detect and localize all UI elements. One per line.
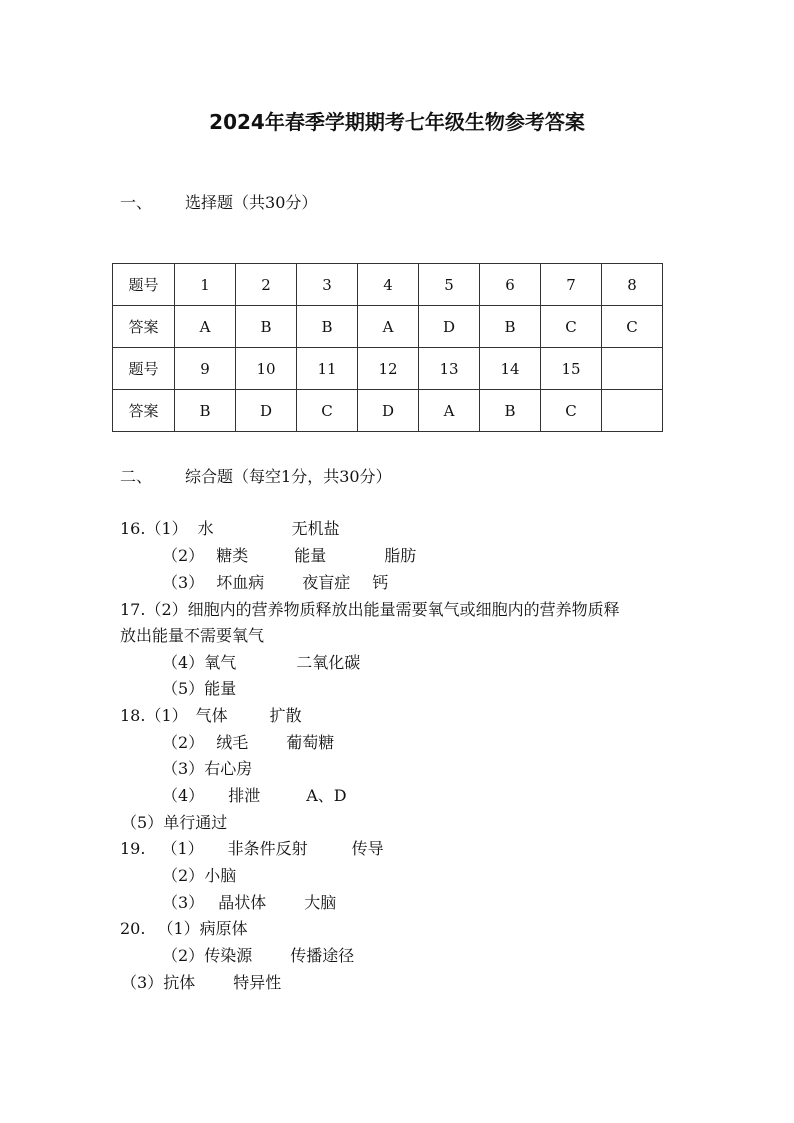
sub-question-label: （5） — [121, 813, 164, 832]
answer-line-17-2 — [162, 650, 360, 673]
table-cell: B — [175, 390, 236, 432]
answer-text: A、D — [306, 786, 347, 805]
answer-text: 传播途径 — [290, 946, 355, 965]
answer-text: 能量 — [204, 679, 237, 698]
answer-line-20-2 — [162, 943, 354, 966]
table-cell: 7 — [541, 264, 602, 306]
section-number: 二、 — [120, 467, 153, 486]
table-cell: 12 — [358, 348, 419, 390]
answer-text: 脂肪 — [384, 546, 417, 565]
table-row — [113, 390, 663, 432]
table-cell: C — [297, 390, 358, 432]
answer-text: 传导 — [351, 839, 384, 858]
sub-question-label: （1） — [157, 919, 200, 938]
table-cell: B — [480, 306, 541, 348]
table-cell: A — [358, 306, 419, 348]
table-header-cell: 题号 — [113, 348, 175, 390]
answer-line-18-4 — [162, 783, 347, 806]
answer-text: 抗体 — [163, 973, 196, 992]
answer-line-17-1b: 放出能量不需要氧气 — [120, 626, 265, 645]
table-cell: D — [358, 390, 419, 432]
answer-text: 二氧化碳 — [296, 653, 361, 672]
answer-text: 小脑 — [204, 866, 237, 885]
answer-text: 水 — [197, 519, 214, 538]
question-number: 17. — [120, 600, 146, 619]
section-title: 综合题（每空1分，共30分） — [185, 467, 392, 486]
answer-text: 钙 — [372, 573, 389, 592]
question-number: 18. — [120, 706, 146, 725]
table-cell: 13 — [419, 348, 480, 390]
table-cell: 14 — [480, 348, 541, 390]
answer-text: 能量 — [294, 546, 327, 565]
table-cell — [602, 390, 663, 432]
table-cell: B — [480, 390, 541, 432]
table-cell: 1 — [175, 264, 236, 306]
answer-line-18-1 — [120, 703, 302, 726]
answer-line-18-5 — [121, 810, 227, 833]
sub-question-label: （5） — [162, 679, 205, 698]
sub-question-label: （3） — [121, 973, 164, 992]
answer-line-18-3 — [162, 756, 252, 779]
answer-text: 葡萄糖 — [286, 733, 335, 752]
sub-question-label: （2） — [162, 733, 205, 752]
sub-question-label: （4） — [162, 786, 205, 805]
table-cell: 15 — [541, 348, 602, 390]
answer-line-16-3 — [162, 570, 388, 593]
answer-line-16-2 — [162, 543, 416, 566]
table-header-cell: 题号 — [113, 264, 175, 306]
table-row — [113, 306, 663, 348]
answer-table — [112, 263, 663, 432]
answer-line-19-2 — [162, 863, 236, 886]
answer-text: 非条件反射 — [227, 839, 308, 858]
answer-line-17-3 — [162, 676, 236, 699]
sub-question-label: （1） — [145, 706, 188, 725]
table-cell: D — [236, 390, 297, 432]
table-header-cell: 答案 — [113, 390, 175, 432]
page-title: 2024年春季学期期考七年级生物参考答案 — [209, 110, 585, 134]
answer-line-18-2 — [162, 730, 334, 753]
table-cell: C — [541, 390, 602, 432]
answer-text: 病原体 — [199, 919, 248, 938]
table-cell: 4 — [358, 264, 419, 306]
answer-line-17-1 — [120, 597, 620, 620]
answer-text: 氧气 — [204, 653, 237, 672]
table-cell — [602, 348, 663, 390]
table-cell: 10 — [236, 348, 297, 390]
section-synthesis-heading — [120, 464, 392, 487]
table-cell: 2 — [236, 264, 297, 306]
sub-question-label: （2） — [162, 946, 205, 965]
answer-text: 气体 — [195, 706, 228, 725]
answer-text: 单行通过 — [163, 813, 228, 832]
table-header-cell: 答案 — [113, 306, 175, 348]
question-number: 16. — [120, 519, 146, 538]
table-cell: C — [541, 306, 602, 348]
sub-question-label: （3） — [162, 573, 205, 592]
table-cell: 11 — [297, 348, 358, 390]
answer-text: 传染源 — [204, 946, 253, 965]
table-cell: 8 — [602, 264, 663, 306]
sub-question-label: （1） — [145, 519, 188, 538]
table-cell: B — [297, 306, 358, 348]
section-choice-heading — [120, 190, 317, 213]
section-number: 一、 — [120, 193, 153, 212]
answer-text: 扩散 — [269, 706, 302, 725]
table-row — [113, 264, 663, 306]
sub-question-label: （3） — [162, 759, 205, 778]
table-cell: A — [175, 306, 236, 348]
answer-text: （2）细胞内的营养物质释放出能量需要氧气或细胞内的营养物质释 — [145, 600, 620, 619]
table-cell: 6 — [480, 264, 541, 306]
answer-line-20-1 — [120, 916, 248, 939]
answer-line-20-3 — [121, 970, 281, 993]
answer-text: 坏血病 — [216, 573, 265, 592]
table-cell: B — [236, 306, 297, 348]
sub-question-label: （4） — [162, 653, 205, 672]
answer-text: 右心房 — [204, 759, 253, 778]
section-title: 选择题（共30分） — [185, 193, 318, 212]
sub-question-label: （3） — [162, 893, 205, 912]
table-cell: 5 — [419, 264, 480, 306]
answer-text: 绒毛 — [216, 733, 249, 752]
question-number: 19. — [120, 839, 146, 858]
answer-text: 特异性 — [233, 973, 282, 992]
table-cell: 9 — [175, 348, 236, 390]
answer-text: 夜盲症 — [302, 573, 351, 592]
sub-question-label: （1） — [161, 839, 204, 858]
answer-text: 糖类 — [216, 546, 249, 565]
answer-text: 排泄 — [228, 786, 261, 805]
answer-line-16-1 — [120, 516, 340, 539]
answer-line-19-1 — [120, 836, 384, 859]
table-cell: D — [419, 306, 480, 348]
answer-line-19-3 — [162, 890, 336, 913]
answer-text: 无机盐 — [291, 519, 340, 538]
answer-text: 晶状体 — [218, 893, 267, 912]
sub-question-label: （2） — [162, 866, 205, 885]
table-cell: A — [419, 390, 480, 432]
table-cell: 3 — [297, 264, 358, 306]
answer-text: 大脑 — [304, 893, 337, 912]
sub-question-label: （2） — [162, 546, 205, 565]
question-number: 20. — [120, 919, 146, 938]
table-cell: C — [602, 306, 663, 348]
table-row — [113, 348, 663, 390]
